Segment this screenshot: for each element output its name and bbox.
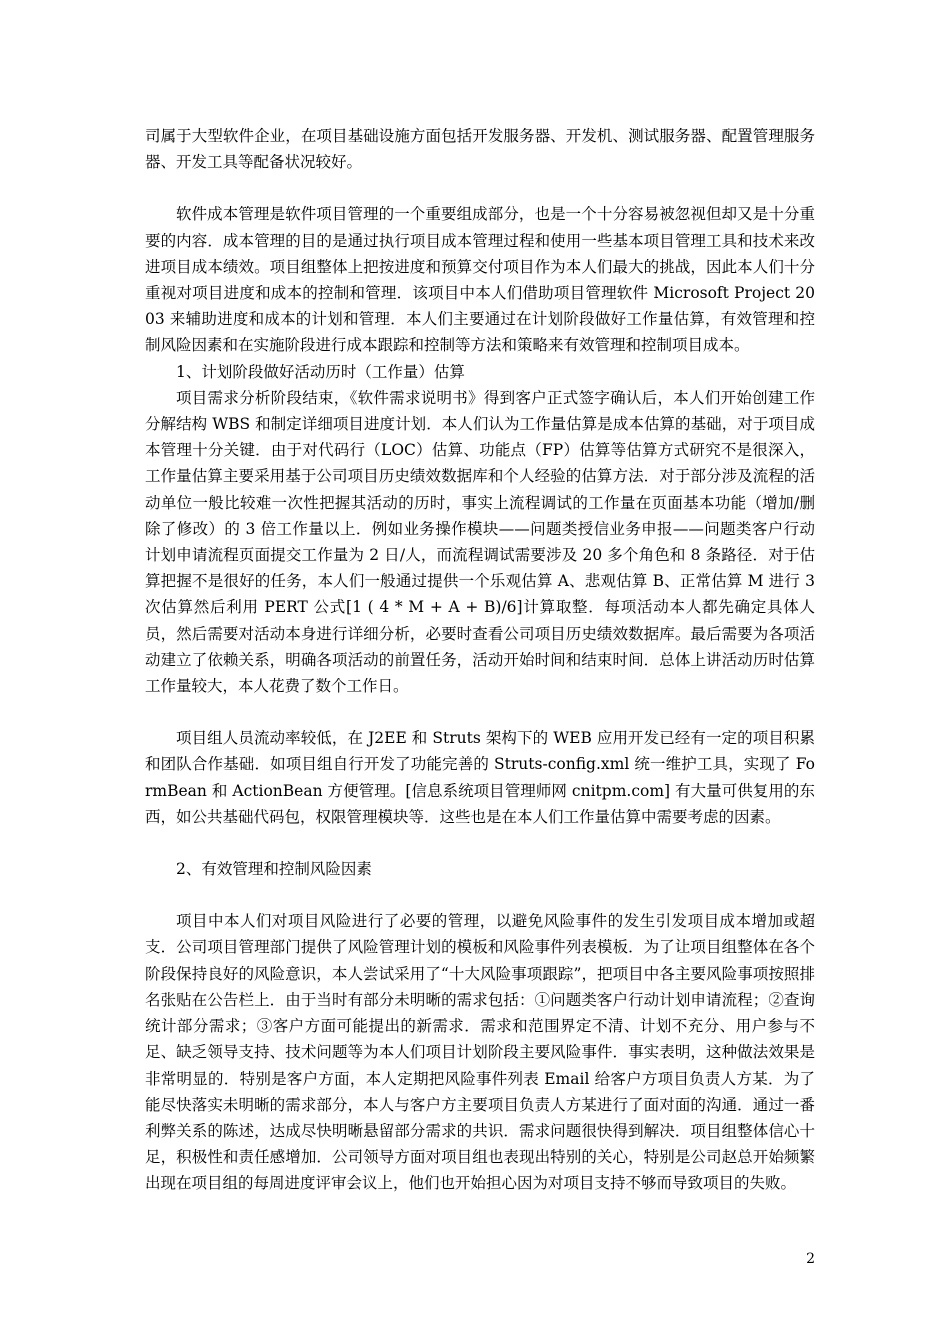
paragraph-effort-estimation: 项目需求分析阶段结束，《软件需求说明书》得到客户正式签字确认后，本人们开始创建工作分解结构 WBS 和制定详细项目进度计划．本人们认为工作量估算是成本估算的基础，对于项目成本管理十分关键．由于对代码行（LOC）估算、功能点（FP）估算等估算方式研究不是很深入，工作量估算主要采用基于公司项目历史绩效数据库和个人经验的估算方法．对于部分涉及流程的活动单位一般比较难一次性把握其活动的历时，事实上流程调试的工作量在页面基本功能（增加/删除了修改）的 3 倍工作量以上．例如业务操作模块——问题类授信业务申报——问题类客户行动计划申请流程页面提交工作量为 2 日/人，而流程调试需要涉及 20 多个角色和 8 条路径．对于估算把握不是很好的任务，本人们一般通过提供一个乐观估算 A、悲观估算 B、正常估算 M 进行 3 次估算然后利用 PERT 公式[1 ( 4 * M + A + B)/6]计算取整．每项活动本人都先确定具体人员，然后需要对活动本身进行详细分析，必要时查看公司项目历史绩效数据库。最后需要为各项活动建立了依赖关系，明确各项活动的前置任务，活动开始时间和结束时间．总体上讲活动历时估算工作量较大，本人花费了数个工作日。 [145, 388, 815, 696]
paragraph-spacer [145, 882, 815, 908]
paragraph-continuation: 司属于大型软件企业，在项目基础设施方面包括开发服务器、开发机、测试服务器、配置管理服务器、开发工具等配备状况较好。 [145, 127, 815, 172]
page-body [145, 123, 815, 1197]
section-heading-1: 1、计划阶段做好活动历时（工作量）估算 [176, 362, 465, 381]
paragraph-team-reuse: 项目组人员流动率较低，在 J2EE 和 Struts 架构下的 WEB 应用开发已经有一定的项目积累和团队合作基础．如项目组自行开发了功能完善的 Struts-config.xml 统一维护工具，实现了 FormBean 和 ActionBean 方便管理。[信息系统项目管理师网 cnitpm.com] 有大量可供复用的东西，如公共基础代码包，权限管理模块等．这些也是在本人们工作量估算中需要考虑的因素。 [145, 729, 815, 826]
page-number: 2 [806, 1251, 815, 1267]
paragraph-spacer [145, 830, 815, 856]
paragraph-cost-management: 软件成本管理是软件项目管理的一个重要组成部分，也是一个十分容易被忽视但却又是十分重要的内容．成本管理的目的是通过执行项目成本管理过程和使用一些基本项目管理工具和技术来改进项目成本绩效。项目组整体上把按进度和预算交付项目作为本人们最大的挑战，因此本人们十分重视对项目进度和成本的控制和管理．该项目中本人们借助项目管理软件 Microsoft Project 2003 来辅助进度和成本的计划和管理．本人们主要通过在计划阶段做好工作量估算，有效管理和控制风险因素和在实施阶段进行成本跟踪和控制等方法和策略来有效管理和控制项目成本。 [145, 205, 815, 355]
paragraph-risk-management: 项目中本人们对项目风险进行了必要的管理，以避免风险事件的发生引发项目成本增加或超支．公司项目管理部门提供了风险管理计划的模板和风险事件列表模板．为了让项目组整体在各个阶段保持良好的风险意识，本人尝试采用了“十大风险事项跟踪”，把项目中各主要风险事项按照排名张贴在公告栏上．由于当时有部分未明晰的需求包括：①问题类客户行动计划申请流程；②查询统计部分需求；③客户方面可能提出的新需求．需求和范围界定不清、计划不充分、用户参与不足、缺乏领导支持、技术问题等为本人们项目计划阶段主要风险事件．事实表明，这种做法效果是非常明显的．特别是客户方面，本人定期把风险事件列表 Email 给客户方项目负责人方某．为了能尽快落实未明晰的需求部分，本人与客户方主要项目负责人方某进行了面对面的沟通．通过一番利弊关系的陈述，达成尽快明晰悬留部分需求的共识．需求问题很快得到解决．项目组整体信心十足，积极性和责任感增加．公司领导方面对项目组也表现出特别的关心，特别是公司赵总开始频繁出现在项目组的每周进度评审会议上，他们也开始担心因为对项目支持不够而导致项目的失败。 [145, 912, 815, 1193]
paragraph-spacer [145, 175, 815, 201]
paragraph-spacer [145, 699, 815, 725]
section-heading-2: 2、有效管理和控制风险因素 [176, 860, 372, 879]
